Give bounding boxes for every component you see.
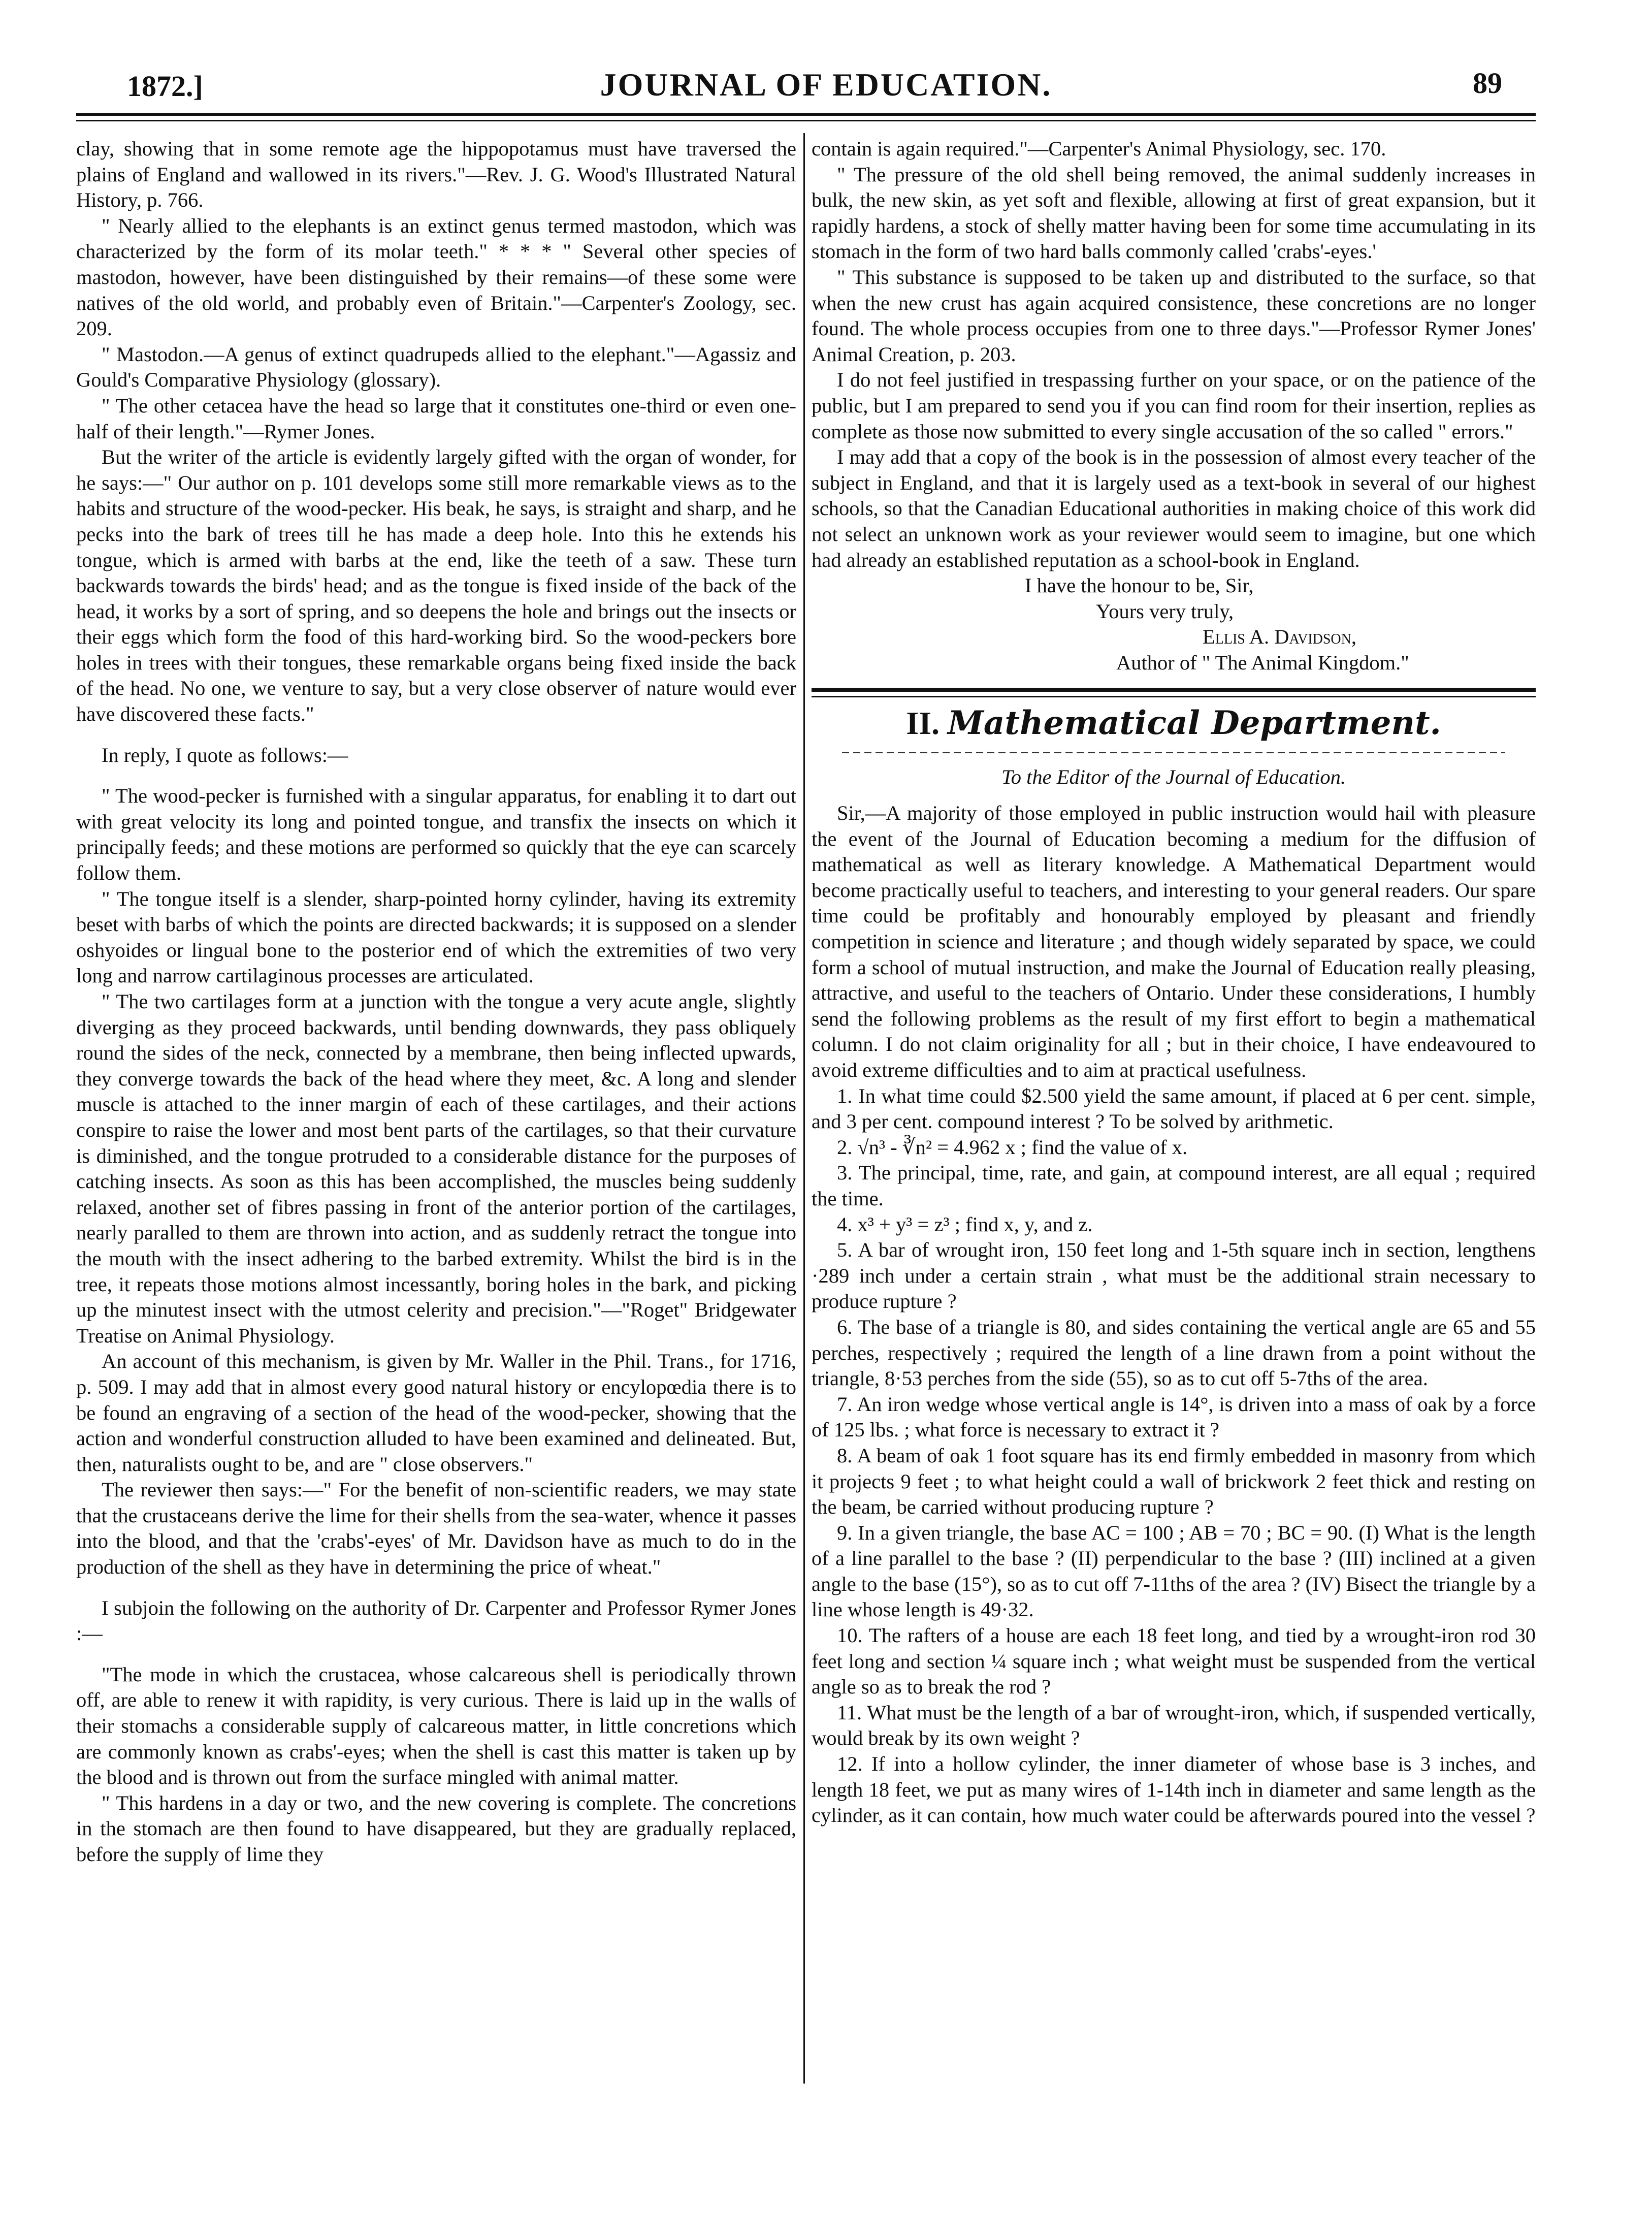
paragraph: "The mode in which the crustacea, whose calcareous shell is periodically thrown off, are able to renew it with rapidity, is very curious. There is laid up in the walls of their stomachs a considerable supply of calcareous matter, in little concretions which are commonly known as crabs'-eyes; when the shell is cast this matter is taken up by the blood and is thrown out from the surface mingled with animal matter. (76, 1662, 796, 1789)
paragraph: Sir,—A majority of those employed in public instruction would hail with pleasure the event of the Journal of Education becoming a medium for the diffusion of mathematical as well as literary knowledge. A Mathematical Department would become practically useful to teachers, and interesting to your general readers. Our spare time could be profitably and honourably employed by pleasant and friendly competition in science and literature ; and though widely separated by space, we could form a school of mutual instruction, and make the Journal of Education really pleasing, attractive, and useful to the teachers of Ontario. Under these considerations, I humbly send the following problems as the result of my first effort to begin a mathematical column. I do not claim originality for all ; but in their choice, I have endeavoured to avoid extreme difficulties and to aim at practical usefulness. (812, 802, 1536, 1081)
section-number: II. (906, 705, 940, 742)
problem: 10. The rafters of a house are each 18 feet long, and tied by a wrought-iron rod 30 feet long and section ¼ square inch ; what weight must be suspended from the vertical angle so as to break the rod ? (812, 1624, 1536, 1699)
paragraph: " Mastodon.—A genus of extinct quadrupeds allied to the elephant."—Agassiz and Gould's Comparative Physiology (glossary). (76, 342, 796, 392)
problem: 3. The principal, time, rate, and gain, at compound interest, are all equal ; required the time. (812, 1161, 1536, 1210)
left-column (76, 136, 796, 1868)
paragraph: In reply, I quote as follows:— (102, 743, 348, 766)
right-column (812, 136, 1536, 1829)
paragraph: clay, showing that in some remote age the hippopotamus must have traversed the plains of England and wallowed in its rivers."—Rev. J. G. Wood's Illustrated Natural History, p. 766. (76, 137, 796, 212)
signature-yours: Yours very truly, (1096, 599, 1234, 623)
paragraph: " The wood-pecker is furnished with a singular apparatus, for enabling it to dart out with great velocity its long and pointed tongue, and transfix the insects on which it principally feeds; and these motions are performed so quickly that the eye can scarcely follow them. (76, 784, 796, 885)
header-rule-thin (76, 120, 1536, 121)
problem: 6. The base of a triangle is 80, and sides containing the vertical angle are 65 and 55 perches, respectively ; required the length of a line drawn from a point without the triangle, 8·53 perches from the side (55), so as to cut off 5-7ths of the area. (812, 1315, 1536, 1390)
paragraph: " The two cartilages form at a junction with the tongue a very acute angle, slightly diverging as they proceed backwards, until bending downwards, they pass obliquely round the sides of the neck, connected by a membrane, then being inflected upwards, they converge towards the back of the head where they meet, &c. A long and slender muscle is attached to the inner margin of each of these cartilages, and their actions conspire to raise the lower and most bent parts of the cartilages, so that their curvature is diminished, and the tongue protruded to a considerable distance for the purposes of catching insects. As soon as this has been accomplished, the muscles being suddenly relaxed, another set of fibres passing in front of the anterior portion of the cartilages, nearly paralled to them are thrown into action, and as suddenly retract the tongue into the mouth with the insect adhering to the barbed extremity. Whilst the bird is in the tree, it repeats those motions almost incessantly, boring holes in the bark, and picking up the minutest insect with the utmost celerity and precision."—"Roget" Bridgewater Treatise on Animal Physiology. (76, 990, 796, 1347)
paragraph: I do not feel justified in trespassing further on your space, or on the patience of the public, but I am prepared to send you if you can find room for their insertion, replies as complete as those now submitted to every single accusation of the so called " errors." (812, 368, 1536, 443)
header-year: 1872.] (127, 70, 203, 103)
problem: 5. A bar of wrought iron, 150 feet long and 1-5th square inch in section, lengthens ·289 inch under a certain strain , what must be the additional strain necessary to produce rupture ? (812, 1238, 1536, 1313)
paragraph: The reviewer then says:—" For the benefit of non-scientific readers, we may state that the crustaceans derive the lime for their shells from the sea-water, whence it passes into the blood, and that the 'crabs'-eyes' of Mr. Davidson have as much to do in the production of the shell as they have in determining the price of wheat." (76, 1478, 796, 1579)
problem: 4. x³ + y³ = z³ ; find x, y, and z. (837, 1212, 1093, 1236)
problem: 2. √n³ - ∛n² = 4.962 x ; find the value of x. (837, 1135, 1188, 1159)
problem: 11. What must be the length of a bar of wrought-iron, which, if suspended vertically, would break by its own weight ? (812, 1701, 1536, 1750)
problem: 9. In a given triangle, the base AC = 100 ; AB = 70 ; BC = 90. (I) What is the length of a line parallel to the base ? (II) perpendicular to the base ? (III) inclined at a given angle to the base (15°), so as to cut off 7-11ths of the area ? (IV) Bisect the triangle by a line whose length is 49·32. (812, 1521, 1536, 1621)
decorative-rule (842, 752, 1505, 753)
page-number: 89 (1473, 67, 1502, 100)
salutation-heading: To the Editor of the Journal of Education. (1001, 765, 1346, 789)
paragraph: " The other cetacea have the head so large that it constitutes one-third or even one-half of their length."—Rymer Jones. (76, 394, 796, 443)
paragraph: " Nearly allied to the elephants is an extinct genus termed mastodon, which was characterized by the form of its molar teeth." * * * " Several other species of mastodon, however, have been distinguished by their remains—of these some were natives of the old world, and probably even of Britain."—Carpenter's Zoology, sec. 209. (76, 214, 796, 340)
paragraph: But the writer of the article is evidently largely gifted with the organ of wonder, for he says:—" Our author on p. 101 develops some still more remarkable views as to the habits and structure of the wood-pecker. His beak, he says, is straight and sharp, and he pecks into the bark of trees till he has made a deep hole. Into this he extends his tongue, which is armed with barbs at the end, like the teeth of a saw. These turn backwards towards the birds' head; and as the tongue is fixed inside of the back of the head, it works by a sort of spring, and so deepens the hole and brings out the insects or their eggs which form the food of this hard-working bird. So the wood-peckers bore holes in trees with their tongues, these remarkable organs being fixed inside the back of the head. No one, we venture to say, but a very close observer of nature would ever have discovered these facts." (76, 445, 796, 726)
signature-author: Author of " The Animal Kingdom." (1116, 651, 1409, 674)
section-heading (812, 703, 1536, 744)
signature-closing: I have the honour to be, Sir, (1025, 574, 1254, 597)
column-divider (803, 133, 805, 2084)
section-title: Mathematical Department. (948, 704, 1441, 743)
paragraph: I may add that a copy of the book is in the possession of almost every teacher of the subject in England, and that it is largely used as a text-book in several of our highest schools, so that the Canadian Educational authorities in making choice of this work did not select an unknown work as your reviewer would seem to imagine, but one which had already an established reputation as a school-book in England. (812, 445, 1536, 571)
problem: 12. If into a hollow cylinder, the inner diameter of whose base is 3 inches, and length 18 feet, we put as many wires of 1-14th inch in diameter and same length as the cylinder, as it can contain, how much water could be afterwards poured into the vessel ? (812, 1752, 1536, 1827)
paragraph: " This hardens in a day or two, and the new covering is complete. The concretions in the stomach are then found to have disappeared, but they are gradually replaced, before the supply of lime they (76, 1791, 796, 1866)
paragraph: " The tongue itself is a slender, sharp-pointed horny cylinder, having its extremity beset with barbs of which the points are directed backwards; it is supposed on a slender oshyoides or lingual bone to the posterior end of which the extremities of two very long and narrow cartilaginous processes are articulated. (76, 887, 796, 987)
header-rule-thick (76, 113, 1536, 116)
paragraph: I subjoin the following on the authority of Dr. Carpenter and Professor Rymer Jones :— (76, 1596, 796, 1645)
problem: 8. A beam of oak 1 foot square has its end firmly embedded in masonry from which it projects 9 feet ; to what height could a wall of brickwork 2 feet thick and resting on the beam, be carried without producing rupture ? (812, 1444, 1536, 1519)
paragraph: " This substance is supposed to be taken up and distributed to the surface, so that when the new crust has again acquired consistence, these concretions are no longer found. The whole process occupies from one to three days."—Professor Rymer Jones' Animal Creation, p. 203. (812, 265, 1536, 366)
paragraph: contain is again required."—Carpenter's Animal Physiology, sec. 170. (812, 137, 1386, 160)
section-divider (812, 688, 1536, 703)
signature-name: Ellis A. Davidson, (1203, 625, 1356, 649)
paragraph: An account of this mechanism, is given by Mr. Waller in the Phil. Trans., for 1716, p. 509. I may add that in almost every good natural history or encylopœdia there is to be found an engraving of a section of the head of the wood-pecker, showing that the action and wonderful construction alluded to have been examined and delineated. But, then, naturalists ought to be, and are " close observers." (76, 1350, 796, 1476)
problem: 7. An iron wedge whose vertical angle is 14°, is driven into a mass of oak by a force of 125 lbs. ; what force is necessary to extract it ? (812, 1392, 1536, 1442)
header-title: JOURNAL OF EDUCATION. (600, 67, 1052, 103)
problem: 1. In what time could $2.500 yield the same amount, if placed at 6 per cent. simple, and 3 per cent. compound interest ? To be solved by arithmetic. (812, 1084, 1536, 1133)
paragraph: " The pressure of the old shell being removed, the animal suddenly increases in bulk, the new skin, as yet soft and flexible, allowing at first of great expansion, but it rapidly hardens, a stock of shelly matter having been for some time accumulating in its stomach in the form of two hard balls commonly called 'crabs'-eyes.' (812, 163, 1536, 263)
